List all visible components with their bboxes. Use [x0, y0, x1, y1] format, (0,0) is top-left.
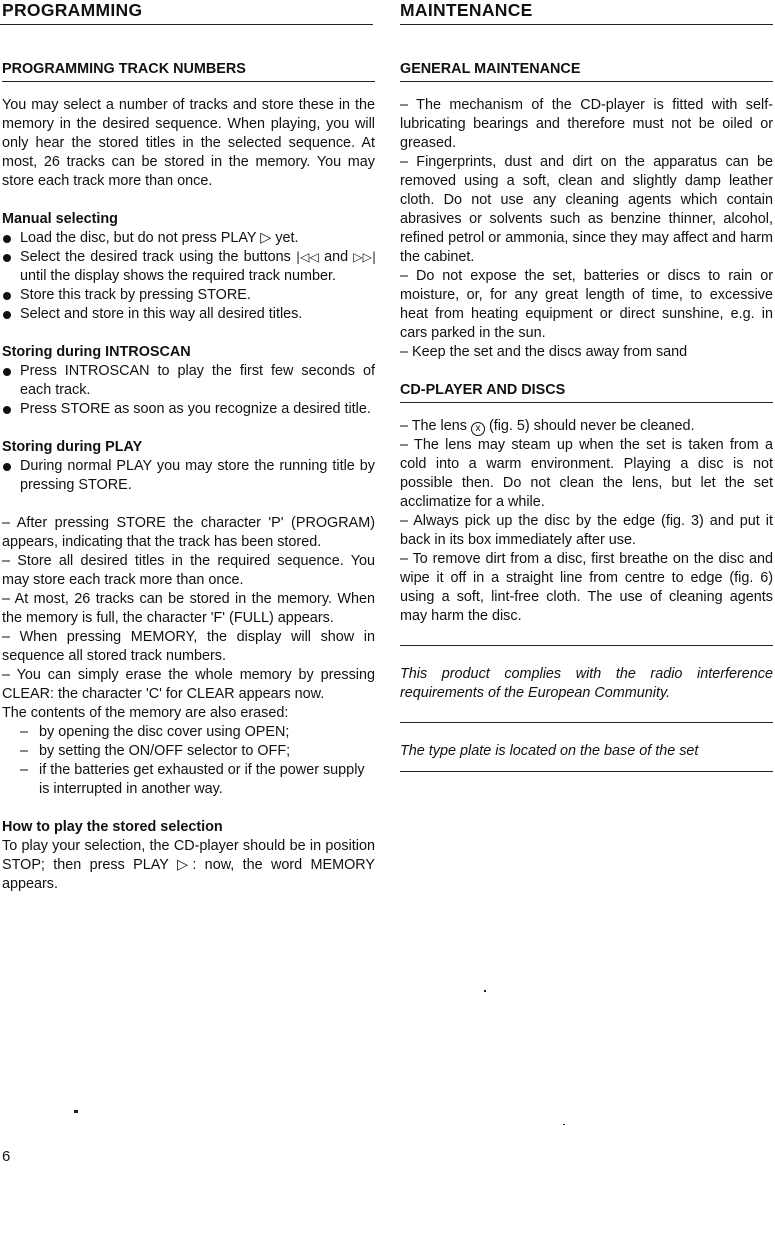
scan-speck	[484, 990, 486, 992]
scan-speck	[563, 1124, 565, 1125]
cd-lens-text: – The lens	[400, 418, 467, 434]
type-plate-rule	[400, 771, 773, 772]
header-rule-left	[0, 24, 373, 25]
section-title-programming-track-numbers: PROGRAMMING TRACK NUMBERS	[2, 60, 375, 82]
general-exposure: – Do not expose the set, batteries or discs to rain or moisture, or, for any great length of time, to excessive heat from heating equipment or direct sunshine, e.g. in cars parked in the sun.	[400, 268, 773, 341]
lens-icon: x	[471, 422, 485, 436]
general-sand: – Keep the set and the discs away from sand	[400, 344, 688, 360]
erase-conditions	[2, 723, 375, 799]
note-memory-full: – At most, 26 tracks can be stored in the memory. When the memory is full, the character 'F' (FULL) appears.	[2, 591, 375, 626]
introscan-step-1: Press INTROSCAN to play the first few seconds of each track.	[2, 362, 375, 400]
cd-lens-rest: (fig. 5) should never be cleaned.	[488, 418, 695, 434]
subtitle-storing-play: Storing during PLAY	[2, 439, 143, 455]
erase-condition-power: – if the batteries get exhausted or if the power supply is interrupted in another way.	[20, 761, 375, 799]
erase-condition-open: – by opening the disc cover using OPEN;	[20, 723, 375, 742]
manual-step-1: Load the disc, but do not press PLAY ▷ yet.	[2, 229, 375, 248]
manual-step-4: Select and store in this way all desired titles.	[2, 305, 375, 324]
introscan-step-2: Press STORE as soon as you recognize a desired title.	[2, 400, 375, 419]
manual-step-3: Store this track by pressing STORE.	[2, 286, 375, 305]
manual-steps	[2, 229, 375, 324]
play-steps	[2, 457, 375, 495]
header-programming: PROGRAMMING	[2, 0, 143, 20]
previous-track-icon: |◁◁	[295, 250, 319, 264]
programming-column	[2, 60, 375, 894]
manual-step-2-rest: until the display shows the required track number.	[20, 268, 336, 284]
cd-disc-cleaning: – To remove dirt from a disc, first breathe on the disc and wipe it off in a straight line from centre to edge (fig. 6) using a soft, lint-free cloth. The use of cleaning agents may harm the disc.	[400, 551, 773, 624]
cd-lens	[400, 417, 773, 436]
subtitle-how-to-play: How to play the stored selection	[2, 819, 223, 835]
scan-speck	[74, 1110, 78, 1113]
header-rule-right	[400, 24, 773, 25]
manual-step-2-text: Select the desired track using the buttons	[20, 249, 291, 265]
manual-step-2-and: and	[324, 249, 349, 265]
cd-lens-steam: – The lens may steam up when the set is taken from a cold into a warm environment. Playing a disc is not possible then. Do not clean the lens, but let the set acclimatize for a while.	[400, 437, 773, 510]
note-memory-display: – When pressing MEMORY, the display will show in sequence all stored track numbers.	[2, 629, 375, 664]
subtitle-storing-introscan: Storing during INTROSCAN	[2, 344, 191, 360]
erase-condition-off: – by setting the ON/OFF selector to OFF;	[20, 742, 375, 761]
page-number: 6	[2, 1148, 11, 1165]
subtitle-manual-selecting: Manual selecting	[2, 211, 118, 227]
programming-intro: You may select a number of tracks and store these in the memory in the desired sequence. When playing, you will only hear the stored titles in the selected sequence. At most, 26 tracks can be stored in the memory. You may store each track more than once.	[2, 97, 375, 189]
type-plate-note: The type plate is located on the base of the set	[400, 743, 699, 759]
note-store-program: – After pressing STORE the character 'P' (PROGRAM) appears, indicating that the track has been stored.	[2, 515, 375, 550]
note-store-sequence: – Store all desired titles in the required sequence. You may store each track more than once.	[2, 553, 375, 588]
section-title-general-maintenance: GENERAL MAINTENANCE	[400, 60, 773, 82]
how-to-play-text: To play your selection, the CD-player should be in position STOP; then press PLAY ▷: now, the word MEMORY appears.	[2, 838, 375, 892]
general-mechanism: – The mechanism of the CD-player is fitted with self-lubricating bearings and therefore must not be oiled or greased.	[400, 97, 773, 151]
manual-step-2	[2, 248, 375, 286]
section-title-cd-player-discs: CD-PLAYER AND DISCS	[400, 381, 773, 403]
play-step-1: During normal PLAY you may store the running title by pressing STORE.	[2, 457, 375, 495]
erase-intro: The contents of the memory are also erased:	[2, 705, 289, 721]
compliance-note: This product complies with the radio interference requirements of the European Community.	[400, 666, 773, 701]
general-cleaning: – Fingerprints, dust and dirt on the apparatus can be removed using a soft, clean and slightly damp leather cloth. Do not use any cleaning agents which contain abrasives or solvents such as benzine thinner, alcohol, refined petrol or ammonia, since they may affect and harm the cabinet.	[400, 154, 773, 265]
maintenance-column	[400, 60, 773, 772]
introscan-steps	[2, 362, 375, 419]
note-clear-memory: – You can simply erase the whole memory by pressing CLEAR: the character 'C' for CLEAR appears now.	[2, 667, 375, 702]
header-maintenance: MAINTENANCE	[400, 0, 533, 20]
cd-disc-handling: – Always pick up the disc by the edge (fig. 3) and put it back in its box immediately after use.	[400, 513, 773, 548]
next-track-icon: ▷▷|	[353, 250, 376, 264]
